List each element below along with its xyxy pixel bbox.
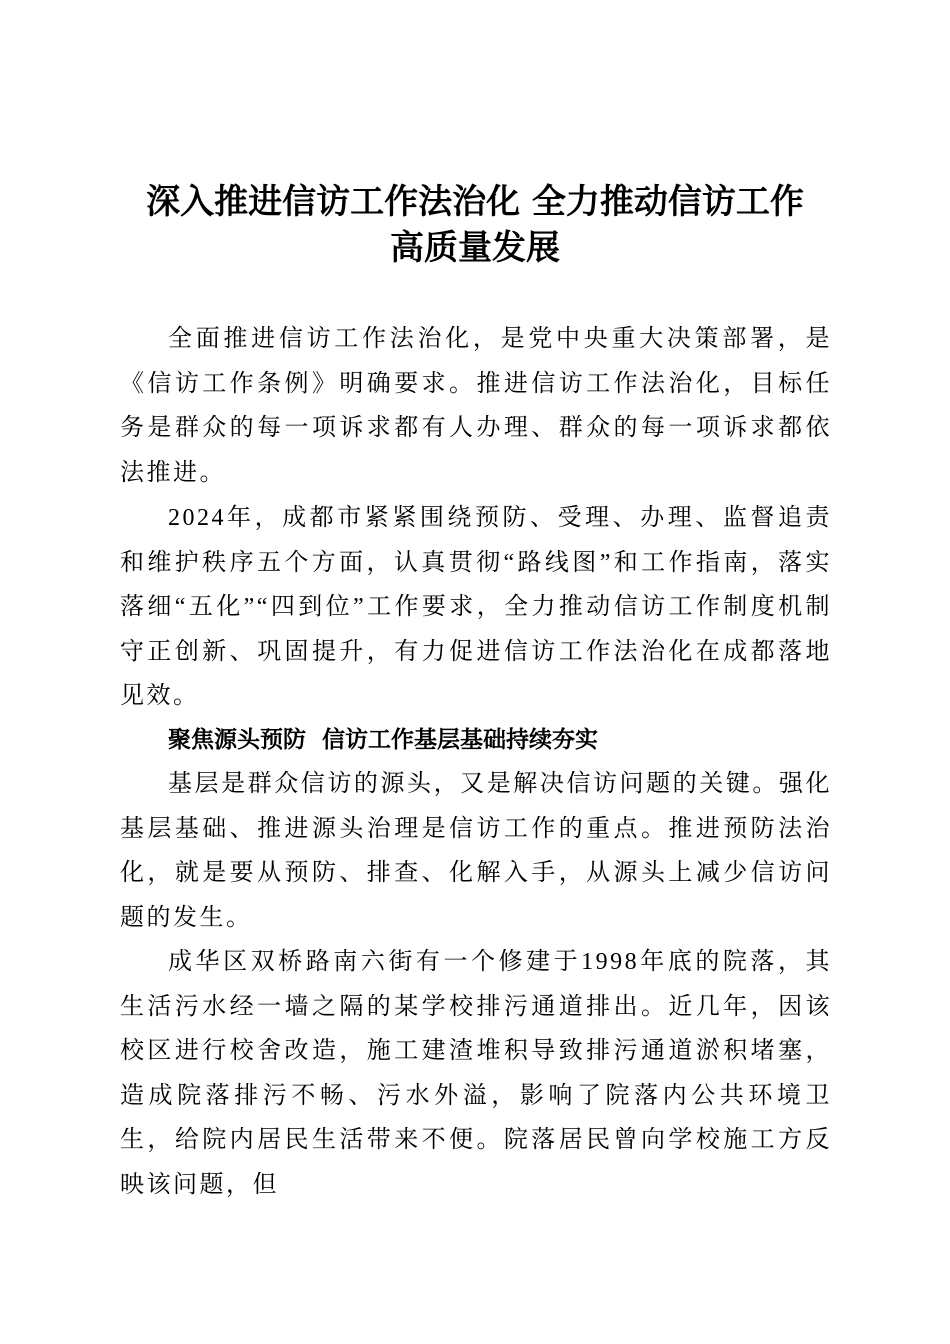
section-heading: 聚焦源头预防 信访工作基层基础持续夯实 xyxy=(168,727,599,753)
section-paragraph-1: 基层是群众信访的源头，又是解决信访问题的关键。强化基层基础、推进源头治理是信访工作的重点。推进预防法治化，就是要从预防、排查、化解入手，从源头上减少信访问题的发生。 xyxy=(120,771,832,931)
intro-paragraph-2: 2024年，成都市紧紧围绕预防、受理、办理、监督追责和维护秩序五个方面，认真贯彻“路线图”和工作指南，落实落细“五化”“四到位”工作要求，全力推动信访工作制度机制守正创新、巩固提升，有力促进信访工作法治化在成都落地见效。 xyxy=(120,505,832,709)
section-paragraph-2: 成华区双桥路南六街有一个修建于1998年底的院落，其生活污水经一墙之隔的某学校排污通道排出。近几年，因该校区进行校舍改造，施工建渣堆积导致排污通道淤积堵塞，造成院落排污不畅、污水外溢，影响了院落内公共环境卫生，给院内居民生活带来不便。院落居民曾向学校施工方反映该问题，但 xyxy=(120,949,832,1198)
intro-paragraph-1: 全面推进信访工作法治化，是党中央重大决策部署，是《信访工作条例》明确要求。推进信访工作法治化，目标任务是群众的每一项诉求都有人办理、群众的每一项诉求都依法推进。 xyxy=(120,326,832,486)
document-title-line-1: 深入推进信访工作法治化 全力推动信访工作 xyxy=(146,182,804,222)
document-title-line-2: 高质量发展 xyxy=(390,228,560,268)
